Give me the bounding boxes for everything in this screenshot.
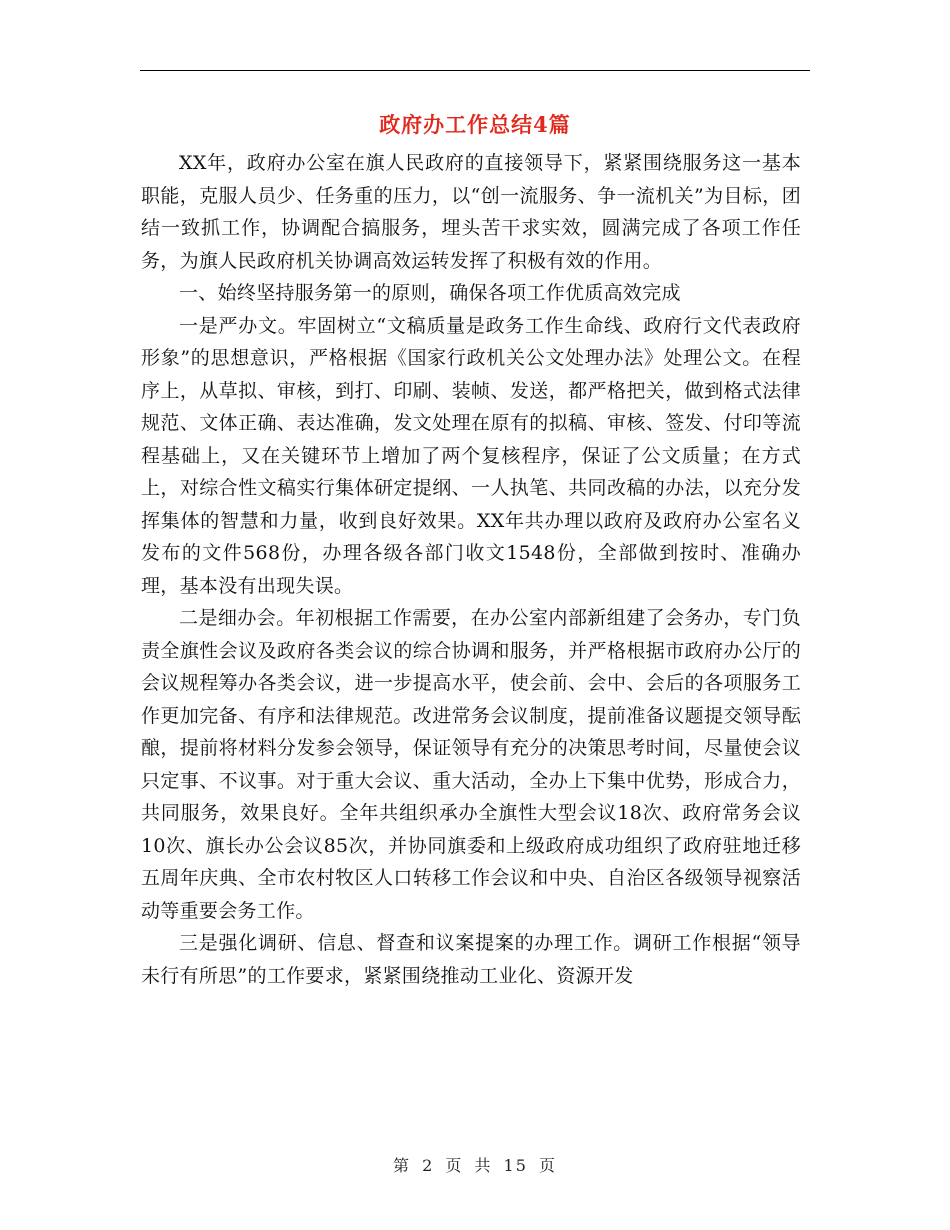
document-body — [141, 147, 801, 992]
paragraph-meetings: 二是细办会。年初根据工作需要，在办公室内部新组建了会务办，专门负责全旗性会议及政府各类会议的综合协调和服务，并严格根据市政府办公厅的会议规程筹办各类会议，进一步提高水平，使会前、会中、会后的各项服务工作更加完备、有序和法律规范。改进常务会议制度，提前准备议题提交领导酝酿，提前将材料分发参会领导，保证领导有充分的决策思考时间，尽量使会议只定事、不议事。对于重大会议、重大活动，全办上下集中优势，形成合力，共同服务，效果良好。全年共组织承办全旗性大型会议18次、政府常务会议10次、旗长办公会议85次，并协同旗委和上级政府成功组织了政府驻地迁移五周年庆典、全市农村牧区人口转移工作会议和中央、自治区各级领导视察活动等重要会务工作。 — [141, 607, 801, 922]
header-rule — [140, 70, 810, 71]
document-title: 政府办工作总结4篇 — [379, 112, 571, 137]
paragraph-strict-documents: 一是严办文。牢固树立“文稿质量是政务工作生命线、政府行文代表政府形象”的思想意识，严格根据《国家行政机关公文处理办法》处理公文。在程序上，从草拟、审核，到打、印刷、装帧、发送，都严格把关，做到格式法律规范、文体正确、表达准确，发文处理在原有的拟稿、审核、签发、付印等流程基础上，又在关键环节上增加了两个复核程序，保证了公文质量；在方式上，对综合性文稿实行集体研定提纲、一人执笔、共同改稿的办法，以充分发挥集体的智慧和力量，收到良好效果。XX年共办理以政府及政府办公室名义发布的文件568份，办理各级各部门收文1548份，全部做到按时、准确办理，基本没有出现失误。 — [141, 314, 801, 597]
paragraph-intro: XX年，政府办公室在旗人民政府的直接领导下，紧紧围绕服务这一基本职能，克服人员少、任务重的压力，以“创一流服务、争一流机关”为目标，团结一致抓工作，协调配合搞服务，埋头苦干求实效，圆满完成了各项工作任务，为旗人民政府机关协调高效运转发挥了积极有效的作用。 — [141, 152, 801, 272]
section-heading-1: 一、始终坚持服务第一的原则，确保各项工作优质高效完成 — [179, 282, 681, 304]
page-number-footer: 第 2 页 共 15 页 — [393, 1156, 557, 1175]
paragraph-research: 三是强化调研、信息、督查和议案提案的办理工作。调研工作根据“领导未行有所思”的工作要求，紧紧围绕推动工业化、资源开发 — [141, 932, 801, 987]
